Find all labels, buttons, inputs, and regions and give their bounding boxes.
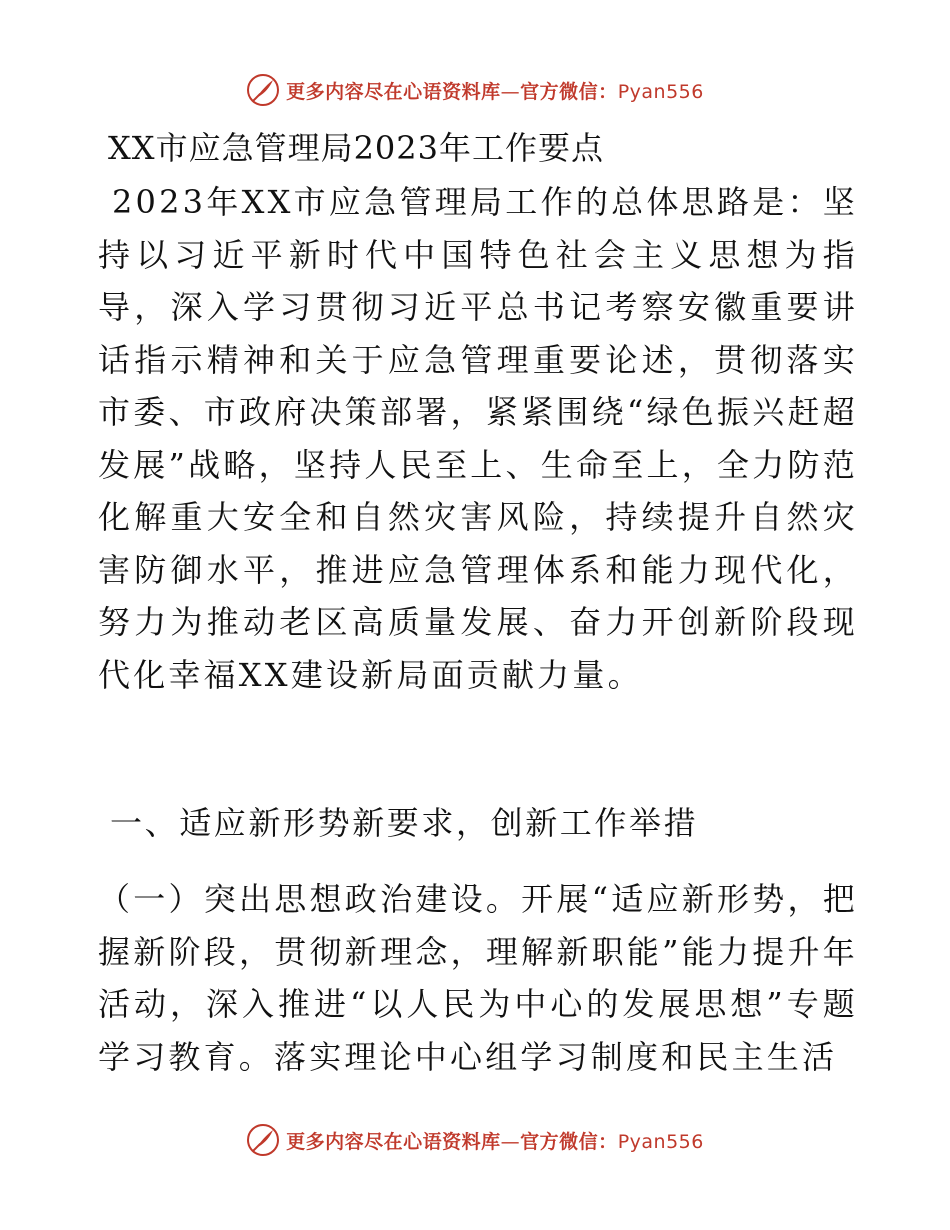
watermark-text	[286, 1127, 704, 1154]
watermark-id: Pyan556	[617, 1130, 704, 1153]
section-paragraph: （一）突出思想政治建设。开展“适应新形势，把握新阶段，贯彻新理念，理解新职能”能力提升年活动，深入推进“以人民为中心的发展思想”专题学习教育。落实理论中心组学习制度和民主生活	[98, 880, 858, 1076]
intro-paragraph-text: 2023年XX市应急管理局工作的总体思路是：坚持以习近平新时代中国特色社会主义思想为指导，深入学习贯彻习近平总书记考察安徽重要讲话指示精神和关于应急管理重要论述，贯彻落实市委、市政府决策部署，紧紧围绕“绿色振兴赶超发展”战略，坚持人民至上、生命至上，全力防范化解重大安全和自然灾害风险，持续提升自然灾害防御水平，推进应急管理体系和能力现代化，努力为推动老区高质量发展、奋力开创新阶段现代化幸福XX建设新局面贡献力量。	[98, 183, 858, 694]
watermark-main: 更多内容尽在心语资料库	[286, 80, 501, 103]
section-heading: 一、适应新形势新要求，创新工作举措	[110, 804, 699, 842]
watermark-main: 更多内容尽在心语资料库	[286, 1130, 501, 1153]
intro-paragraph	[98, 176, 858, 701]
document-title: XX市应急管理局2023年工作要点	[108, 129, 605, 167]
watermark-tail: 官方微信：	[520, 1130, 618, 1153]
feather-pen-logo-icon	[246, 1123, 280, 1157]
watermark-dash: —	[500, 1130, 521, 1153]
watermark-top	[0, 70, 950, 110]
watermark-tail: 官方微信：	[520, 80, 618, 103]
watermark-bottom	[0, 1120, 950, 1160]
feather-pen-logo-icon	[246, 73, 280, 107]
watermark-text	[286, 77, 704, 104]
watermark-dash: —	[500, 80, 521, 103]
watermark-id: Pyan556	[617, 80, 704, 103]
